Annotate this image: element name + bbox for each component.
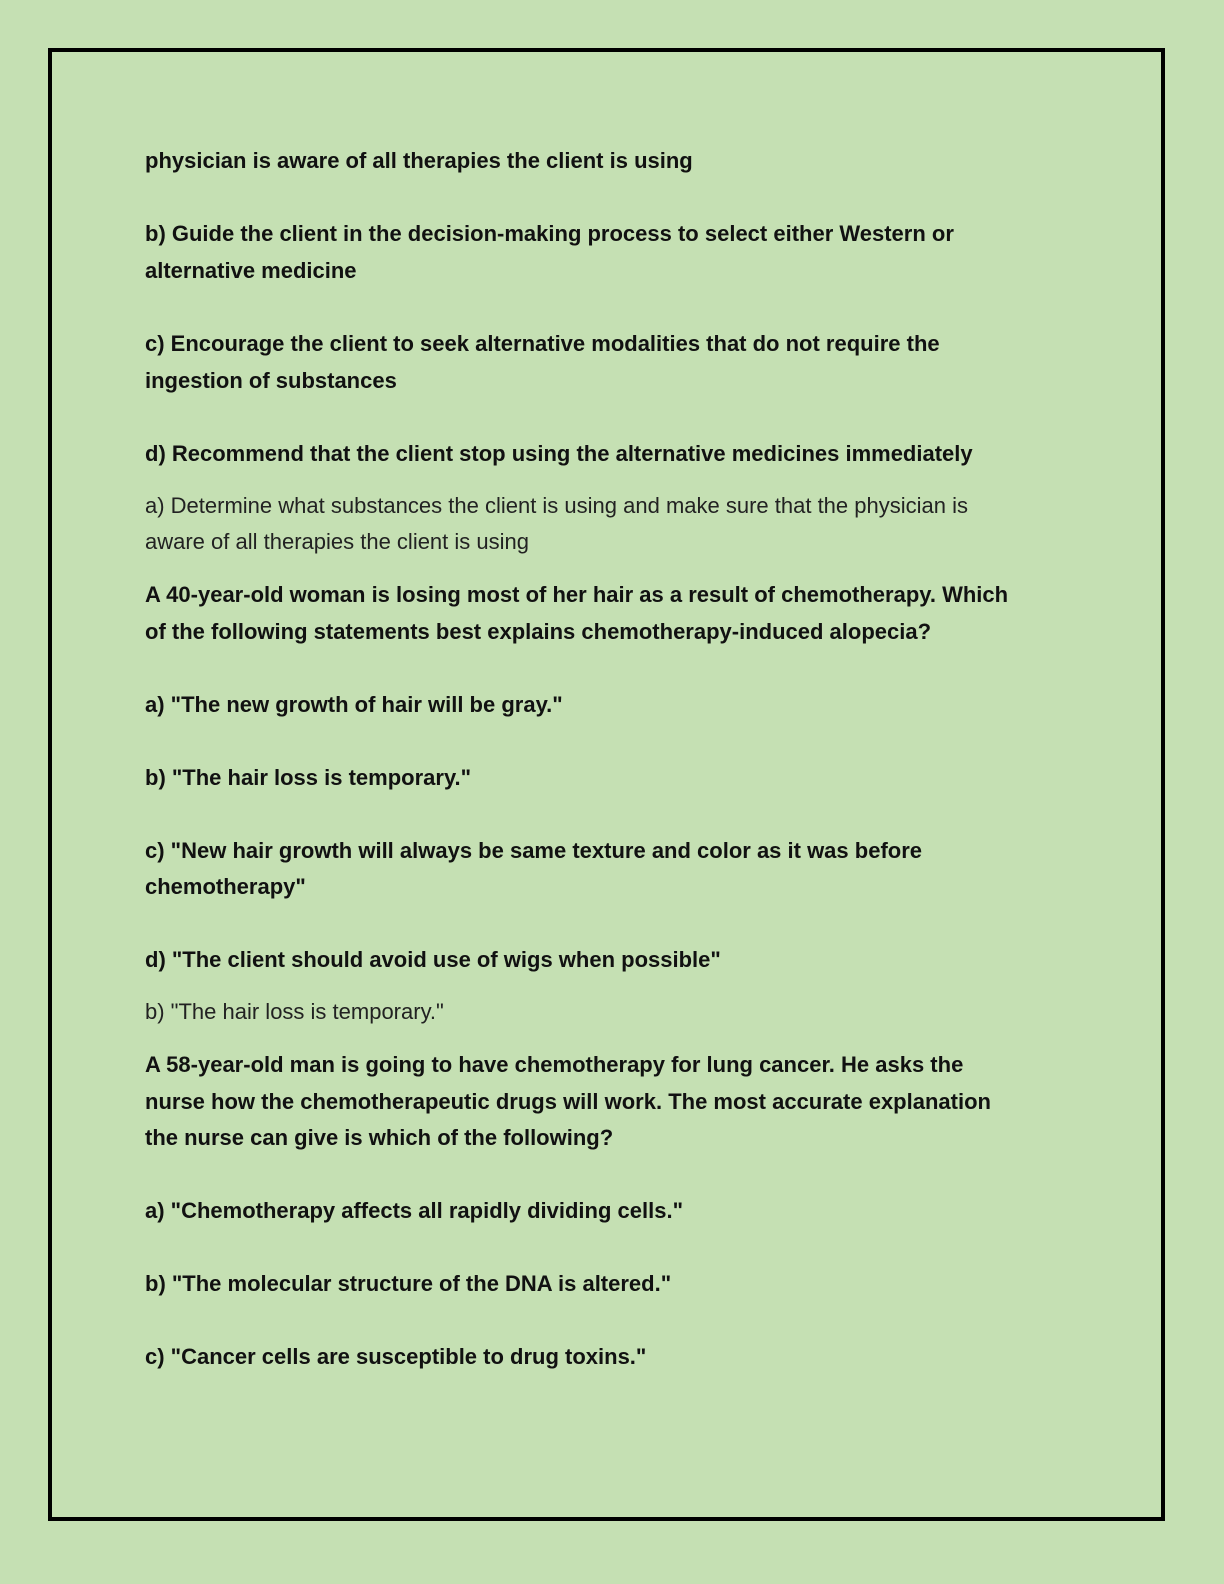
q3-question-line-3: the nurse can give is which of the following? bbox=[145, 1125, 614, 1150]
q3-option-c: c) "Cancer cells are susceptible to drug toxins." bbox=[145, 1344, 647, 1369]
q2-option-c-line-2: chemotherapy" bbox=[145, 874, 306, 899]
q1-option-b-line-1: b) Guide the client in the decision-making process to select either Western or bbox=[145, 221, 954, 246]
q1-option-b-line-2: alternative medicine bbox=[145, 258, 357, 283]
q2-option-b: b) "The hair loss is temporary." bbox=[145, 765, 472, 790]
q1-option-c-line-2: ingestion of substances bbox=[145, 368, 397, 393]
q2-question-line-1: A 40-year-old woman is losing most of her hair as a result of chemotherapy. Which bbox=[145, 582, 1009, 607]
q3-option-b: b) "The molecular structure of the DNA is altered." bbox=[145, 1271, 672, 1296]
q3-question-line-1: A 58-year-old man is going to have chemotherapy for lung cancer. He asks the bbox=[145, 1052, 964, 1077]
q1-continuation-text: physician is aware of all therapies the client is using bbox=[145, 148, 693, 173]
q2-answer: b) "The hair loss is temporary." bbox=[145, 999, 444, 1024]
q1-option-c-line-1: c) Encourage the client to seek alternative modalities that do not require the bbox=[145, 331, 940, 356]
q2-option-d: d) "The client should avoid use of wigs when possible" bbox=[145, 947, 721, 972]
q2-option-c-line-1: c) "New hair growth will always be same texture and color as it was before bbox=[145, 838, 923, 863]
q2-question-line-2: of the following statements best explains chemotherapy-induced alopecia? bbox=[145, 619, 932, 644]
q1-answer-line-1: a) Determine what substances the client is using and make sure that the physician is bbox=[145, 493, 968, 518]
q3-option-a: a) "Chemotherapy affects all rapidly dividing cells." bbox=[145, 1198, 684, 1223]
q2-option-a: a) "The new growth of hair will be gray." bbox=[145, 692, 563, 717]
q1-answer-line-2: aware of all therapies the client is using bbox=[145, 529, 529, 554]
q3-question-line-2: nurse how the chemotherapeutic drugs will work. The most accurate explanation bbox=[145, 1089, 991, 1114]
q1-option-d: d) Recommend that the client stop using the alternative medicines immediately bbox=[145, 441, 973, 466]
